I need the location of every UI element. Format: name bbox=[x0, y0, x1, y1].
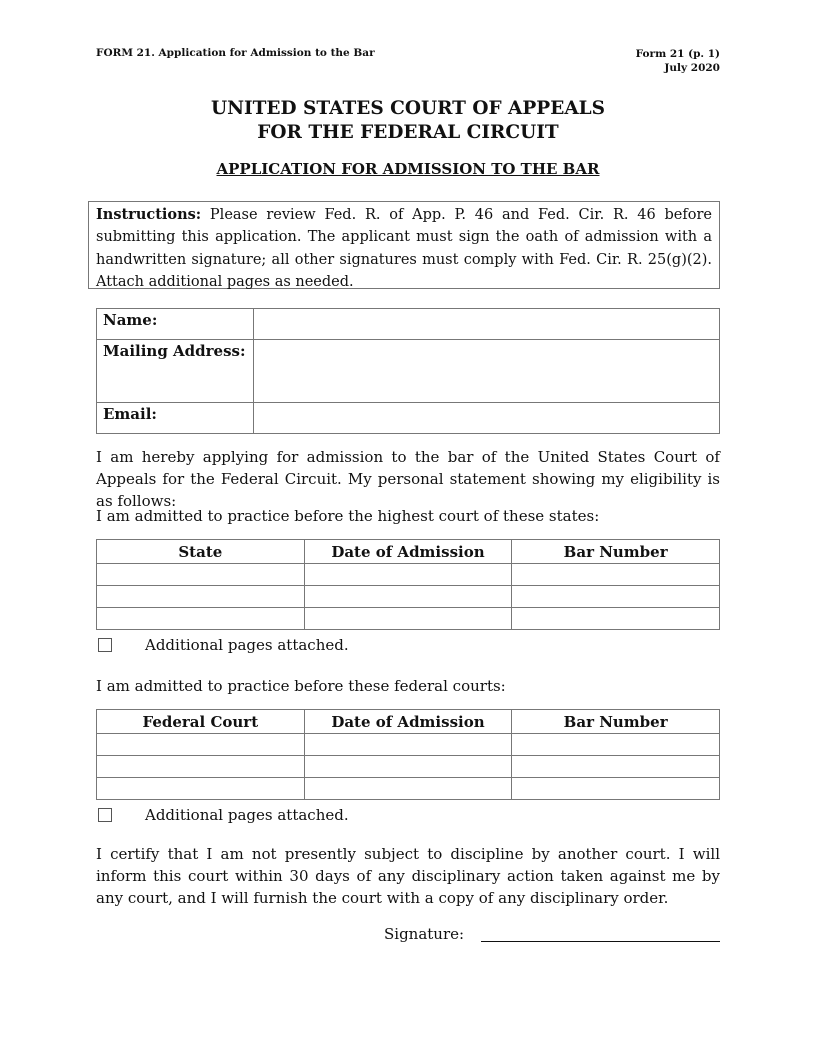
table-row bbox=[97, 778, 720, 800]
email-label: Email: bbox=[97, 403, 254, 434]
table-cell[interactable] bbox=[512, 734, 720, 756]
table-cell[interactable] bbox=[512, 608, 720, 630]
table-cell[interactable] bbox=[304, 564, 512, 586]
federal-additional-pages-checkbox[interactable] bbox=[98, 808, 112, 822]
instructions-label: Instructions: bbox=[96, 206, 202, 223]
court-title-line2: FOR THE FEDERAL CIRCUIT bbox=[257, 122, 559, 143]
table-cell[interactable] bbox=[97, 756, 305, 778]
table-cell[interactable] bbox=[304, 756, 512, 778]
table-row bbox=[97, 756, 720, 778]
table-row bbox=[97, 734, 720, 756]
table-cell[interactable] bbox=[97, 778, 305, 800]
form-date-label: July 2020 bbox=[664, 62, 720, 74]
instructions-text: Please review Fed. R. of App. P. 46 and Fed. Cir. R. 46 before submitting this application. The applicant must sign the oath of admission with a handwritten signature; all other signatures must comply with Fed. Cir. R. 25(g)(2). Attach additional pages as needed. bbox=[96, 207, 712, 291]
federal-col-date: Date of Admission bbox=[304, 710, 512, 734]
form-page-label: Form 21 (p. 1) bbox=[635, 48, 720, 60]
states-additional-pages-label: Additional pages attached. bbox=[145, 636, 349, 654]
federal-col-court: Federal Court bbox=[97, 710, 305, 734]
name-field[interactable] bbox=[254, 309, 720, 340]
table-row bbox=[97, 564, 720, 586]
application-statement: I am hereby applying for admission to the bar of the United States Court of Appeals for the Federal Circuit. My personal statement showing my eligibility is as follows: bbox=[96, 448, 720, 510]
table-cell[interactable] bbox=[512, 778, 720, 800]
table-cell[interactable] bbox=[97, 564, 305, 586]
signature-line[interactable] bbox=[481, 941, 720, 942]
form-header-version bbox=[636, 47, 720, 75]
signature-label: Signature: bbox=[384, 925, 465, 943]
instructions-box bbox=[88, 201, 720, 289]
federal-intro: I am admitted to practice before these federal courts: bbox=[96, 677, 506, 695]
federal-courts-table bbox=[96, 709, 720, 800]
table-row bbox=[97, 586, 720, 608]
states-table bbox=[96, 539, 720, 630]
table-cell[interactable] bbox=[304, 778, 512, 800]
states-intro: I am admitted to practice before the highest court of these states: bbox=[96, 507, 600, 525]
states-col-state: State bbox=[97, 540, 305, 564]
mailing-address-label: Mailing Address: bbox=[97, 340, 254, 403]
applicant-info-table bbox=[96, 308, 720, 434]
table-cell[interactable] bbox=[97, 608, 305, 630]
name-label: Name: bbox=[97, 309, 254, 340]
email-field[interactable] bbox=[254, 403, 720, 434]
states-col-bar-number: Bar Number bbox=[512, 540, 720, 564]
table-cell[interactable] bbox=[512, 564, 720, 586]
table-row bbox=[97, 608, 720, 630]
table-cell[interactable] bbox=[304, 586, 512, 608]
table-cell[interactable] bbox=[304, 734, 512, 756]
form-subtitle: APPLICATION FOR ADMISSION TO THE BAR bbox=[216, 160, 600, 178]
court-title-line1: UNITED STATES COURT OF APPEALS bbox=[210, 98, 606, 119]
federal-col-bar-number: Bar Number bbox=[512, 710, 720, 734]
table-cell[interactable] bbox=[97, 586, 305, 608]
table-cell[interactable] bbox=[304, 608, 512, 630]
states-additional-pages-checkbox[interactable] bbox=[98, 638, 112, 652]
federal-additional-pages-label: Additional pages attached. bbox=[145, 806, 349, 824]
table-cell[interactable] bbox=[512, 756, 720, 778]
table-cell[interactable] bbox=[512, 586, 720, 608]
certification-statement: I certify that I am not presently subject to discipline by another court. I will inform this court within 30 days of any disciplinary action taken against me by any court, and I will furnish the court with a copy of any disciplinary order. bbox=[96, 845, 720, 907]
mailing-address-field[interactable] bbox=[254, 340, 720, 403]
states-col-date: Date of Admission bbox=[304, 540, 512, 564]
form-header-title: FORM 21. Application for Admission to the Bar bbox=[96, 47, 375, 59]
table-cell[interactable] bbox=[97, 734, 305, 756]
